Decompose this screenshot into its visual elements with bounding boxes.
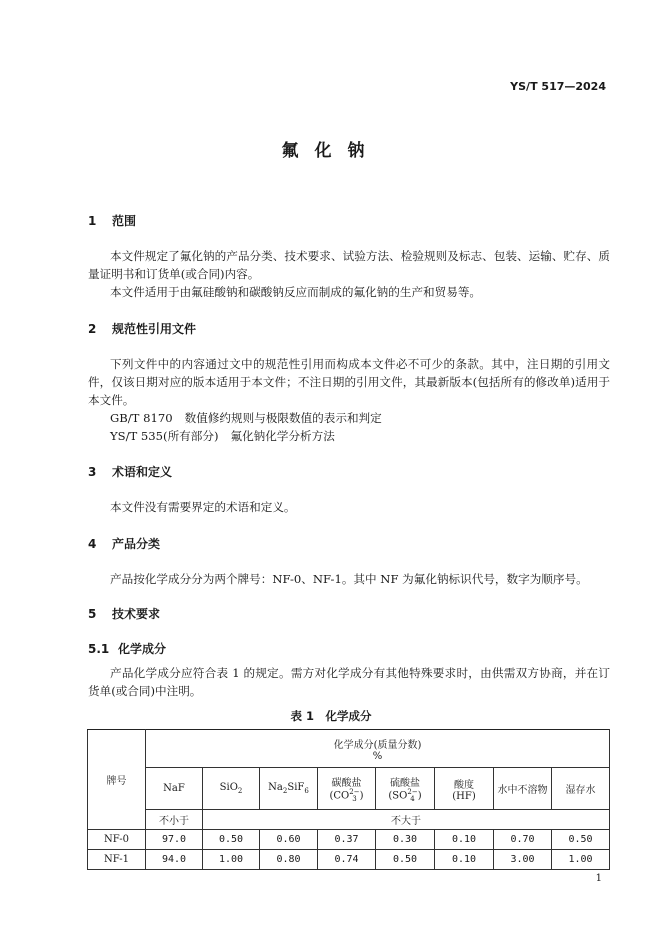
section-number: 2 xyxy=(88,322,97,336)
section-title: 产品分类 xyxy=(112,537,161,551)
section-3-paragraph-1: 本文件没有需要界定的术语和定义。 xyxy=(110,500,296,514)
section-number: 1 xyxy=(88,214,97,228)
section-3-heading xyxy=(88,463,172,480)
section-2-heading xyxy=(88,320,196,337)
col-header-na2sif6: $Na_2SiF_6$ xyxy=(260,768,318,810)
value-cell: 0.30 xyxy=(376,830,435,850)
value-cell: 1.00 xyxy=(203,850,260,870)
value-cell: 0.50 xyxy=(203,830,260,850)
normative-reference xyxy=(110,427,335,445)
value-cell: 0.50 xyxy=(552,830,610,850)
chemical-composition-table xyxy=(87,729,610,870)
table-row xyxy=(88,830,610,850)
table-row xyxy=(88,850,610,870)
value-cell: 0.10 xyxy=(435,830,494,850)
section-5-1-paragraph-1: 产品化学成分应符合表 1 的规定。需方对化学成分有其他特殊要求时，由供需双方协商，并在订货单(或合同)中注明。 xyxy=(88,666,610,698)
grade-cell: NF-1 xyxy=(88,850,146,870)
value-cell: 1.00 xyxy=(552,850,610,870)
col-header-insoluble: 水中不溶物 xyxy=(494,768,552,810)
section-2-paragraph-1: 下列文件中的内容通过文中的规范性引用而构成本文件必不可少的条款。其中，注日期的引用文件，仅该日期对应的版本适用于本文件；不注日期的引用文件，其最新版本(包括所有的修改单)适用于本文件。 xyxy=(88,357,610,407)
col-header-sulfate: 硫酸盐 (SO 2− 4 ) xyxy=(376,768,435,810)
value-cell: 0.70 xyxy=(494,830,552,850)
section-title: 技术要求 xyxy=(112,607,161,621)
document-title: 氟化钠 xyxy=(281,141,381,161)
limit-max-label: 不大于 xyxy=(203,810,610,830)
col-header-acidity: 酸度 (HF) xyxy=(435,768,494,810)
grade-header: 牌号 xyxy=(88,730,146,830)
col-header-naf: NaF xyxy=(146,768,203,810)
value-cell: 0.50 xyxy=(376,850,435,870)
standard-number: YS/T 517—2024 xyxy=(510,80,606,93)
section-title: 化学成分 xyxy=(118,642,167,656)
section-title: 范围 xyxy=(112,214,137,228)
value-cell: 0.80 xyxy=(260,850,318,870)
composition-group-header xyxy=(146,730,610,768)
col-header-sio2: SiO$_2$ xyxy=(203,768,260,810)
value-cell: 97.0 xyxy=(146,830,203,850)
section-title: 规范性引用文件 xyxy=(112,322,197,336)
value-cell: 0.74 xyxy=(318,850,376,870)
value-cell: 0.10 xyxy=(435,850,494,870)
section-number: 4 xyxy=(88,537,97,551)
table-caption: 表 1 化学成分 xyxy=(290,709,372,723)
section-4-paragraph-1: 产品按化学成分分为两个牌号：NF-0、NF-1。其中 NF 为氟化钠标识代号，数字为顺序号。 xyxy=(110,572,588,586)
value-cell: 94.0 xyxy=(146,850,203,870)
section-number: 3 xyxy=(88,465,97,479)
col-header-moisture: 湿存水 xyxy=(552,768,610,810)
composition-label: 化学成分(质量分数) xyxy=(333,739,422,751)
section-1-paragraph-2: 本文件适用于由氟硅酸钠和碳酸钠反应而制成的氟化钠的生产和贸易等。 xyxy=(110,285,482,299)
normative-reference xyxy=(110,409,382,427)
reference-title: 数值修约规则与极限数值的表示和判定 xyxy=(184,411,382,425)
reference-code: YS/T 535(所有部分) xyxy=(110,429,219,443)
reference-title: 氟化钠化学分析方法 xyxy=(230,429,335,443)
section-1-paragraph-1: 本文件规定了氟化钠的产品分类、技术要求、试验方法、检验规则及标志、包装、运输、贮存、质量证明书和订货单(或合同)内容。 xyxy=(88,249,610,281)
section-number: 5.1 xyxy=(88,642,110,656)
section-5-1-heading xyxy=(88,640,166,657)
value-cell: 0.37 xyxy=(318,830,376,850)
col-header-carbonate: 碳酸盐 (CO 2− 3 ) xyxy=(318,768,376,810)
reference-code: GB/T 8170 xyxy=(110,411,173,425)
section-1-heading xyxy=(88,212,136,229)
section-4-heading xyxy=(88,535,160,552)
unit-label: % xyxy=(372,750,383,762)
page-number: 1 xyxy=(595,873,602,884)
value-cell: 0.60 xyxy=(260,830,318,850)
value-cell: 3.00 xyxy=(494,850,552,870)
section-title: 术语和定义 xyxy=(112,465,173,479)
grade-cell: NF-0 xyxy=(88,830,146,850)
limit-min-label: 不小于 xyxy=(146,810,203,830)
section-number: 5 xyxy=(88,607,97,621)
section-5-heading xyxy=(88,605,160,622)
